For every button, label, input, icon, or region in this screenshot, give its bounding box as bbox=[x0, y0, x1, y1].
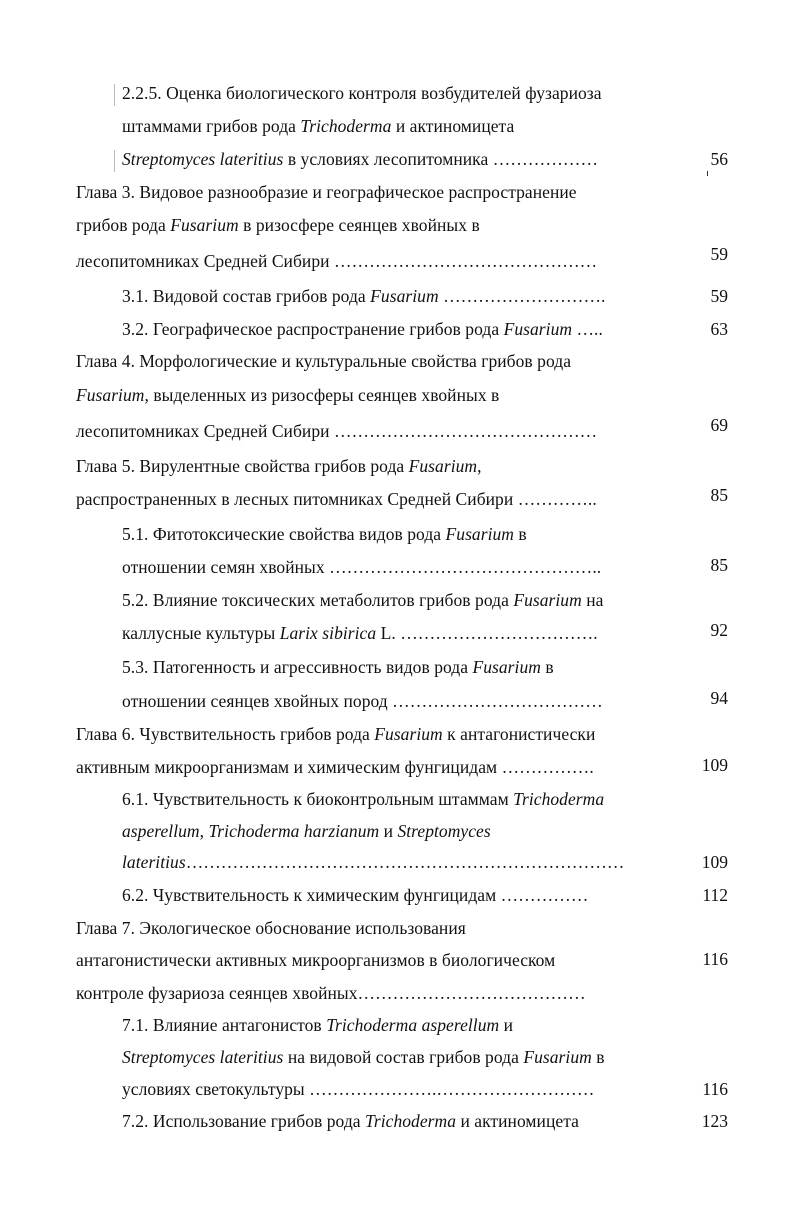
scan-artifact-tick bbox=[707, 171, 708, 176]
page-number: 109 bbox=[701, 852, 728, 872]
toc-section-5-2-line-2: каллусные культуры Larix sibirica L. ……………………………. bbox=[122, 623, 598, 643]
toc-chapter-3-line-1: Глава 3. Видовое разнообразие и географическое распространение bbox=[76, 182, 577, 202]
page-number: 59 bbox=[710, 244, 728, 264]
toc-section-3-2: 3.2. Географическое распространение грибов рода Fusarium ….. bbox=[122, 319, 603, 339]
page-number: 109 bbox=[701, 755, 728, 775]
page-number: 59 bbox=[710, 286, 728, 306]
page-number: 123 bbox=[701, 1111, 728, 1131]
toc-entry-2-2-5-line-3: Streptomyces lateritius в условиях лесопитомника ……………… bbox=[122, 149, 599, 169]
toc-section-7-1-line-1: 7.1. Влияние антагонистов Trichoderma asperellum и bbox=[122, 1015, 514, 1035]
page-number: 85 bbox=[710, 485, 728, 505]
toc-chapter-7-line-3: контроле фузариоза сеянцев хвойных………………………………… bbox=[76, 983, 586, 1003]
toc-chapter-5-line-2: распространенных в лесных питомниках Средней Сибири ………….. bbox=[76, 489, 597, 509]
toc-section-6-1-line-3: lateritius………………………………………………………………… bbox=[122, 852, 625, 872]
toc-chapter-7-line-2: антагонистически активных микроорганизмов в биологическом bbox=[76, 950, 556, 970]
page-number: 116 bbox=[702, 1079, 728, 1099]
toc-chapter-4-line-1: Глава 4. Морфологические и культуральные свойства грибов рода bbox=[76, 351, 572, 371]
scan-artifact-line bbox=[114, 150, 115, 172]
toc-section-6-1-line-1: 6.1. Чувствительность к биоконтрольным штаммам Trichoderma bbox=[122, 789, 605, 809]
page-number: 85 bbox=[710, 555, 728, 575]
toc-section-5-3-line-1: 5.3. Патогенность и агрессивность видов рода Fusarium в bbox=[122, 657, 554, 677]
page-number: 69 bbox=[710, 415, 728, 435]
page-number: 56 bbox=[710, 149, 728, 169]
toc-chapter-5-line-1: Глава 5. Вирулентные свойства грибов рода Fusarium, bbox=[76, 456, 482, 476]
toc-chapter-3-line-2: грибов рода Fusarium в ризосфере сеянцев хвойных в bbox=[76, 215, 480, 235]
toc-section-7-1-line-3: условиях светокультуры ………………….……………………… bbox=[122, 1079, 595, 1099]
scan-artifact-line bbox=[114, 84, 115, 106]
toc-chapter-4-line-3: лесопитомниках Средней Сибири ……………………………………… bbox=[76, 421, 598, 441]
toc-chapter-6-line-2: активным микроорганизмам и химическим фунгицидам ……………. bbox=[76, 757, 594, 777]
toc-section-5-2-line-1: 5.2. Влияние токсических метаболитов грибов рода Fusarium на bbox=[122, 590, 604, 610]
toc-chapter-4-line-2: Fusarium, выделенных из ризосферы сеянцев хвойных в bbox=[76, 385, 500, 405]
toc-section-6-2: 6.2. Чувствительность к химическим фунгицидам …………… bbox=[122, 885, 589, 905]
toc-section-5-1-line-2: отношении семян хвойных ……………………………………….. bbox=[122, 557, 602, 577]
toc-section-5-3-line-2: отношении сеянцев хвойных пород ……………………………… bbox=[122, 691, 603, 711]
toc-entry-2-2-5-line-2: штаммами грибов рода Trichoderma и актиномицета bbox=[122, 116, 515, 136]
toc-section-5-1-line-1: 5.1. Фитотоксические свойства видов рода Fusarium в bbox=[122, 524, 527, 544]
toc-section-7-2: 7.2. Использование грибов рода Trichoderma и актиномицета bbox=[122, 1111, 579, 1131]
page-number: 112 bbox=[702, 885, 728, 905]
page-number: 92 bbox=[710, 620, 728, 640]
page-number: 116 bbox=[702, 949, 728, 969]
toc-section-6-1-line-2: asperellum, Trichoderma harzianum и Streptomyces bbox=[122, 821, 491, 841]
toc-entry-2-2-5-line-1: 2.2.5. Оценка биологического контроля возбудителей фузариоза bbox=[122, 83, 602, 103]
toc-chapter-7-line-1: Глава 7. Экологическое обоснование использования bbox=[76, 918, 466, 938]
page-number: 63 bbox=[710, 319, 728, 339]
toc-section-3-1: 3.1. Видовой состав грибов рода Fusarium ………………………. bbox=[122, 286, 606, 306]
toc-chapter-6-line-1: Глава 6. Чувствительность грибов рода Fusarium к антагонистически bbox=[76, 724, 596, 744]
toc-section-7-1-line-2: Streptomyces lateritius на видовой состав грибов рода Fusarium в bbox=[122, 1047, 605, 1067]
toc-chapter-3-line-3: лесопитомниках Средней Сибири ……………………………………… bbox=[76, 251, 598, 271]
page-number: 94 bbox=[710, 688, 728, 708]
